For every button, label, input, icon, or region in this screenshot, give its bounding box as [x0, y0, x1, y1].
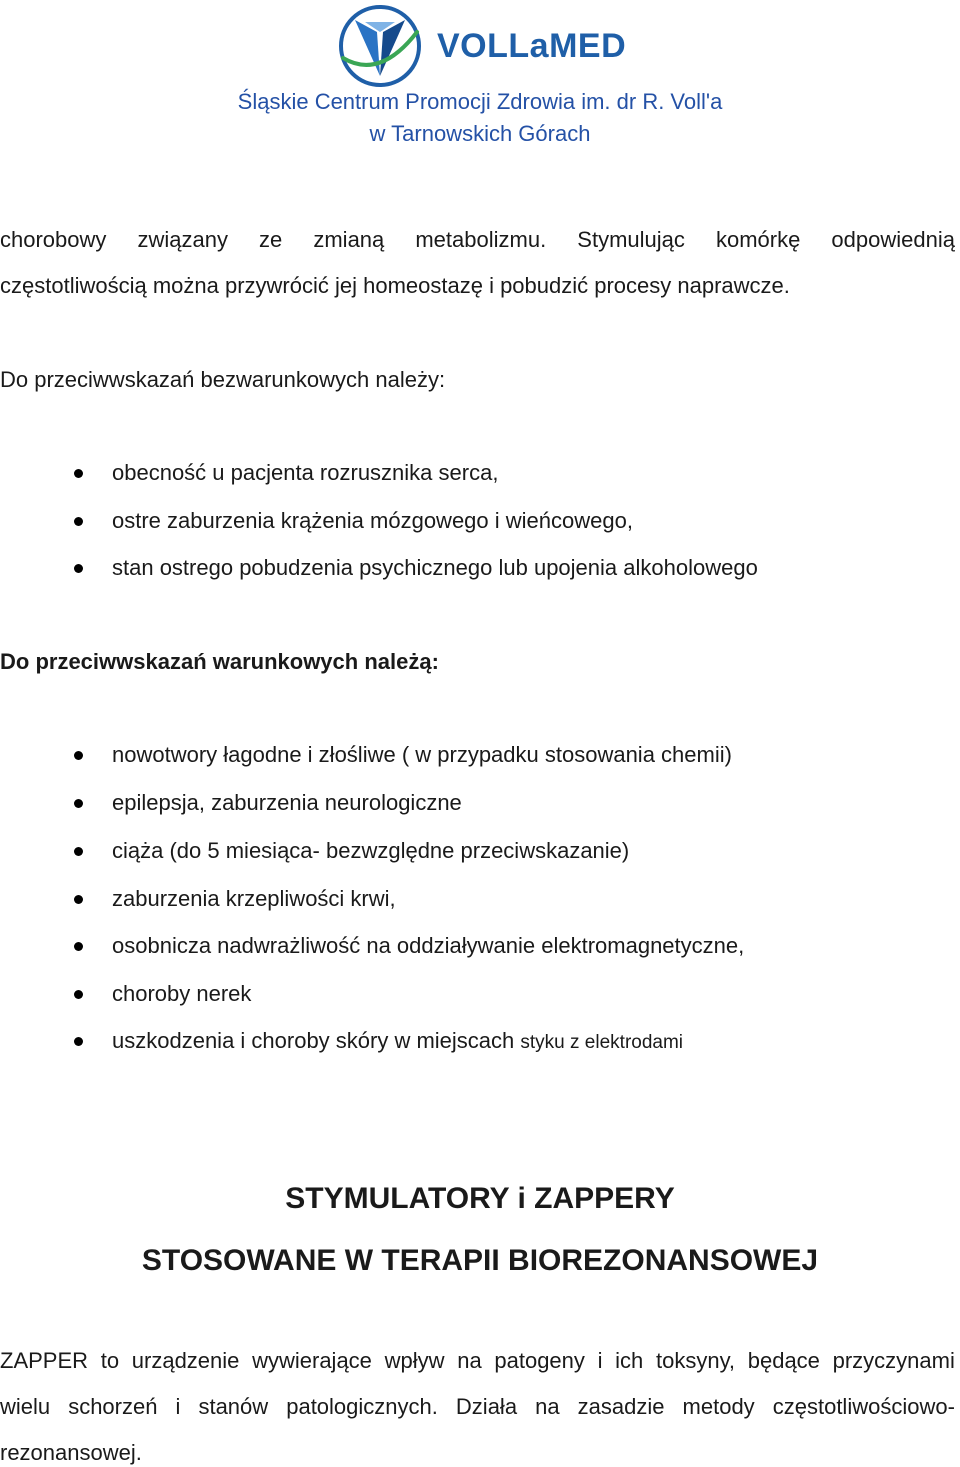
- word: odpowiednią: [831, 227, 955, 252]
- word: komórkę: [715, 227, 801, 252]
- unconditional-heading: Do przeciwwskazań bezwarunkowych należy:: [0, 367, 446, 392]
- list-item: [0, 742, 960, 768]
- list-item-text: zaburzenia krzepliwości krwi,: [112, 886, 396, 911]
- intro-paragraph-line-1: [0, 227, 955, 253]
- section-title-line-1: STYMULATORY i ZAPPERY: [285, 1182, 675, 1215]
- word: chorobowy: [0, 227, 107, 252]
- list-item-text: stan ostrego pobudzenia psychicznego lub upojenia alkoholowego: [112, 555, 758, 580]
- institution-location: w Tarnowskich Górach: [369, 121, 591, 146]
- bullet-icon: [74, 847, 83, 856]
- list-item-text: epilepsja, zaburzenia neurologiczne: [112, 790, 462, 815]
- word: toksyny,: [655, 1348, 736, 1373]
- list-item: [0, 886, 960, 912]
- institution-name: Śląskie Centrum Promocji Zdrowia im. dr R. Voll'a: [237, 89, 723, 114]
- list-item-text: [112, 1028, 683, 1056]
- word: Stymulując: [577, 227, 685, 252]
- list-item-text: osobnicza nadwrażliwość na oddziaływanie elektromagnetyczne,: [112, 933, 745, 958]
- list-item: [0, 790, 960, 816]
- word: zasadzie: [577, 1394, 665, 1419]
- word: i: [175, 1394, 181, 1419]
- word: patologicznych.: [286, 1394, 438, 1419]
- list-item: [0, 838, 960, 864]
- word: na: [457, 1348, 482, 1373]
- word: ze: [259, 227, 283, 252]
- list-item-text: ciąża (do 5 miesiąca- bezwzględne przeciwskazanie): [112, 838, 630, 863]
- list-item-text: obecność u pacjenta rozrusznika serca,: [112, 460, 499, 485]
- word: urządzenie: [131, 1348, 240, 1373]
- word: wywierające: [252, 1348, 372, 1373]
- vollamed-emblem-icon: [335, 2, 430, 90]
- bullet-icon: [74, 942, 83, 951]
- bullet-icon: [74, 1037, 83, 1046]
- list-item-text-main: uszkodzenia i choroby skóry w miejscach: [112, 1028, 515, 1053]
- zapper-paragraph-line-1: [0, 1348, 955, 1374]
- page-header: [0, 0, 960, 160]
- vollamed-logo: [335, 2, 635, 90]
- list-item: [0, 555, 960, 581]
- word: stanów: [198, 1394, 269, 1419]
- logo-wordmark: VOLLaMED: [437, 27, 627, 65]
- zapper-paragraph-line-3: rezonansowej.: [0, 1440, 142, 1465]
- bullet-icon: [74, 517, 83, 526]
- word: metabolizmu.: [415, 227, 547, 252]
- list-item: [0, 1028, 960, 1054]
- bullet-icon: [74, 469, 83, 478]
- word: wielu: [0, 1394, 51, 1419]
- list-item: [0, 460, 960, 486]
- bullet-icon: [74, 751, 83, 760]
- word: częstotliwościowo-: [772, 1394, 955, 1419]
- list-item: [0, 933, 960, 959]
- list-item-text: choroby nerek: [112, 981, 252, 1006]
- word: związany: [137, 227, 228, 252]
- list-item: [0, 981, 960, 1007]
- bullet-icon: [74, 895, 83, 904]
- bullet-icon: [74, 799, 83, 808]
- word: patogeny: [494, 1348, 585, 1373]
- word: wpływ: [384, 1348, 445, 1373]
- word: przyczynami: [832, 1348, 955, 1373]
- word: to: [100, 1348, 120, 1373]
- word: metody: [682, 1394, 755, 1419]
- intro-paragraph-line-2: częstotliwością można przywrócić jej homeostazę i pobudzić procesy naprawcze.: [0, 273, 790, 298]
- list-item-text-tail: styku z elektrodami: [520, 1032, 684, 1053]
- list-item: [0, 508, 960, 534]
- word: na: [535, 1394, 560, 1419]
- section-title-line-2: STOSOWANE W TERAPII BIOREZONANSOWEJ: [141, 1244, 819, 1277]
- word: będące: [747, 1348, 820, 1373]
- bullet-icon: [74, 564, 83, 573]
- list-item-text: ostre zaburzenia krążenia mózgowego i wieńcowego,: [112, 508, 633, 533]
- word: ich: [615, 1348, 644, 1373]
- word: schorzeń: [68, 1394, 158, 1419]
- word: ZAPPER: [0, 1348, 89, 1373]
- word: Działa: [455, 1394, 518, 1419]
- list-item-text: nowotwory łagodne i złośliwe ( w przypadku stosowania chemii): [112, 742, 732, 767]
- word: zmianą: [313, 227, 385, 252]
- bullet-icon: [74, 990, 83, 999]
- conditional-heading: Do przeciwwskazań warunkowych należą:: [0, 649, 439, 674]
- word: i: [597, 1348, 603, 1373]
- zapper-paragraph-line-2: [0, 1394, 955, 1420]
